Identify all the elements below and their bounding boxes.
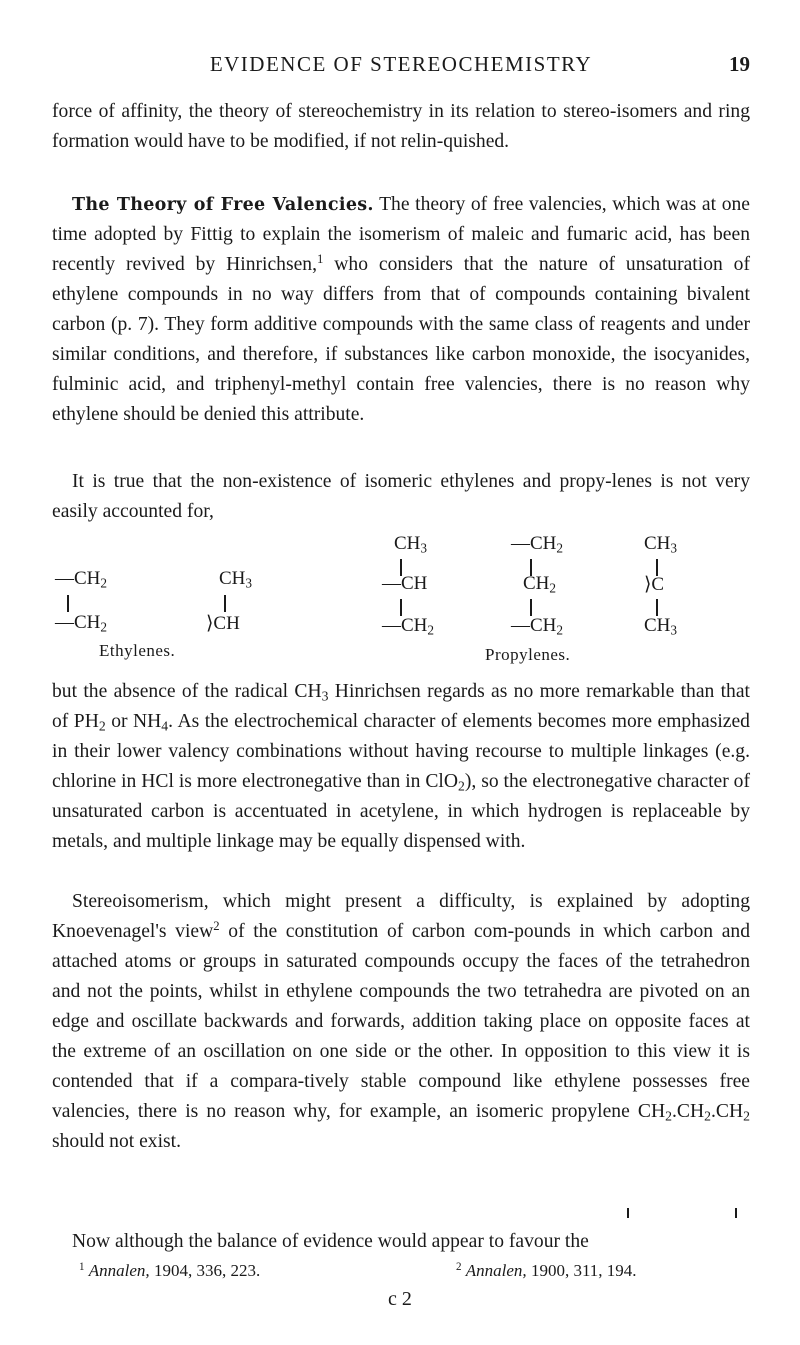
bond-line [400, 599, 402, 616]
propylene-3-row-1: $CH_3$ [644, 533, 678, 556]
paragraph-3 [52, 467, 750, 527]
propylene-1-row-2: —CH [382, 573, 428, 594]
propylene-2-row-3: $—CH_2$ [511, 615, 564, 638]
propylenes-caption: Propylenes. [485, 645, 571, 664]
bond-tick [627, 1208, 629, 1218]
running-title: EVIDENCE OF STEREOCHEMISTRY [209, 52, 593, 76]
bond-tick [735, 1208, 737, 1218]
paragraph-5-text: Stereoisomerism, which might present a difficulty, is explained by adopting Knoevenagel's view$^2$ of the constitution of carbon com-pounds in which carbon and attached atoms or groups in saturated compounds occupy the faces of the tetrahedron and not the points, whilst in ethylene compounds the two tetrahedra are pivoted on an edge and oscillate backwards and forwards, addition taking place on opposite faces at the extreme of an oscillation on one side or the other. In opposition to this view it is contended that if a compara-tively stable compound like ethylene possesses free valencies, there is no reason why, for example, an isomeric propylene $CH_2.CH_2.CH_2$ should not exist. [52, 891, 750, 1152]
propylene-3-row-2: ⟩C [644, 574, 665, 595]
footnotes [52, 1261, 750, 1285]
bond-line [530, 599, 532, 616]
ethylene-1-top: $—CH_2$ [55, 568, 108, 591]
paragraph-2 [52, 190, 750, 430]
paragraph-3-text: It is true that the non-existence of isomeric ethylenes and propy-lenes is not very easily accounted for, [52, 471, 750, 522]
bond-line [656, 599, 658, 616]
propylene-1-row-1: $CH_3$ [394, 533, 428, 556]
paragraph-4 [52, 677, 750, 857]
bond-line [67, 595, 69, 612]
paragraph-1 [52, 97, 750, 157]
propylene-3-row-3: $CH_3$ [644, 615, 678, 638]
signature-mark: c 2 [388, 1288, 412, 1310]
ethylene-2-bottom: ⟩CH [206, 613, 240, 634]
ethylenes-caption: Ethylenes. [99, 641, 176, 660]
paragraph-1-text: force of affinity, the theory of stereochemistry in its relation to stereo-isomers and ring formation would have to be modified, if not relin-quished. [52, 101, 750, 152]
footnote-ref-2: 2 [213, 919, 220, 933]
structural-formulas [0, 528, 800, 673]
paragraph-4-text: but the absence of the radical $CH_3$ Hinrichsen regards as no more remarkable than that of $PH_2$ or $NH_4$. As the electrochemical character of elements becomes more emphasized in their lower valency combinations without having recourse to multiple linkages (e.g. chlorine in HCl is more electronegative than in ClO$_2$), so the electronegative character of unsaturated carbon is accentuated in acetylene, in which hydrogen is replaceable by metals, and multiple linkage may be equally dispensed with. [52, 681, 750, 852]
paragraph-2-text: The Theory of Free Valencies. The theory of free valencies, which was at one time adopted by Fittig to explain the isomerism of maleic and fumaric acid, has been recently revived by Hinrichsen,$^1$ who considers that the nature of unsaturation of ethylene compounds in no way differs from that of compounds containing bivalent carbon (p. 7). They form additive compounds with the same class of reagents and under similar conditions, and therefore, if substances like carbon monoxide, the isocyanides, fulminic acid, and triphenyl-methyl contain free valencies, there is no reason why ethylene should be denied this attribute. [52, 194, 750, 425]
paragraph-5 [52, 887, 750, 1157]
propylene-2-row-2: $CH_2$ [523, 573, 557, 596]
paragraph-6 [52, 1227, 750, 1257]
propylene-2-row-1: $—CH_2$ [511, 533, 564, 556]
page-number: 19 [729, 52, 750, 76]
paragraph-6-text: Now although the balance of evidence would appear to favour the [72, 1231, 589, 1252]
page-header [52, 52, 750, 82]
bond-line [224, 595, 226, 612]
footnote-1: $^1$ Annalen, 1904, 336, 223. [79, 1260, 261, 1280]
footnote-2: $^2$ Annalen, 1900, 311, 194. [456, 1260, 637, 1280]
ethylene-2-top: $CH_3$ [219, 568, 253, 591]
footnote-ref-1: 1 [316, 252, 324, 266]
propylene-1-row-3: $—CH_2$ [382, 615, 435, 638]
section-heading: The Theory of Free Valencies. [72, 195, 374, 215]
ethylene-1-bottom: $—CH_2$ [55, 612, 108, 635]
